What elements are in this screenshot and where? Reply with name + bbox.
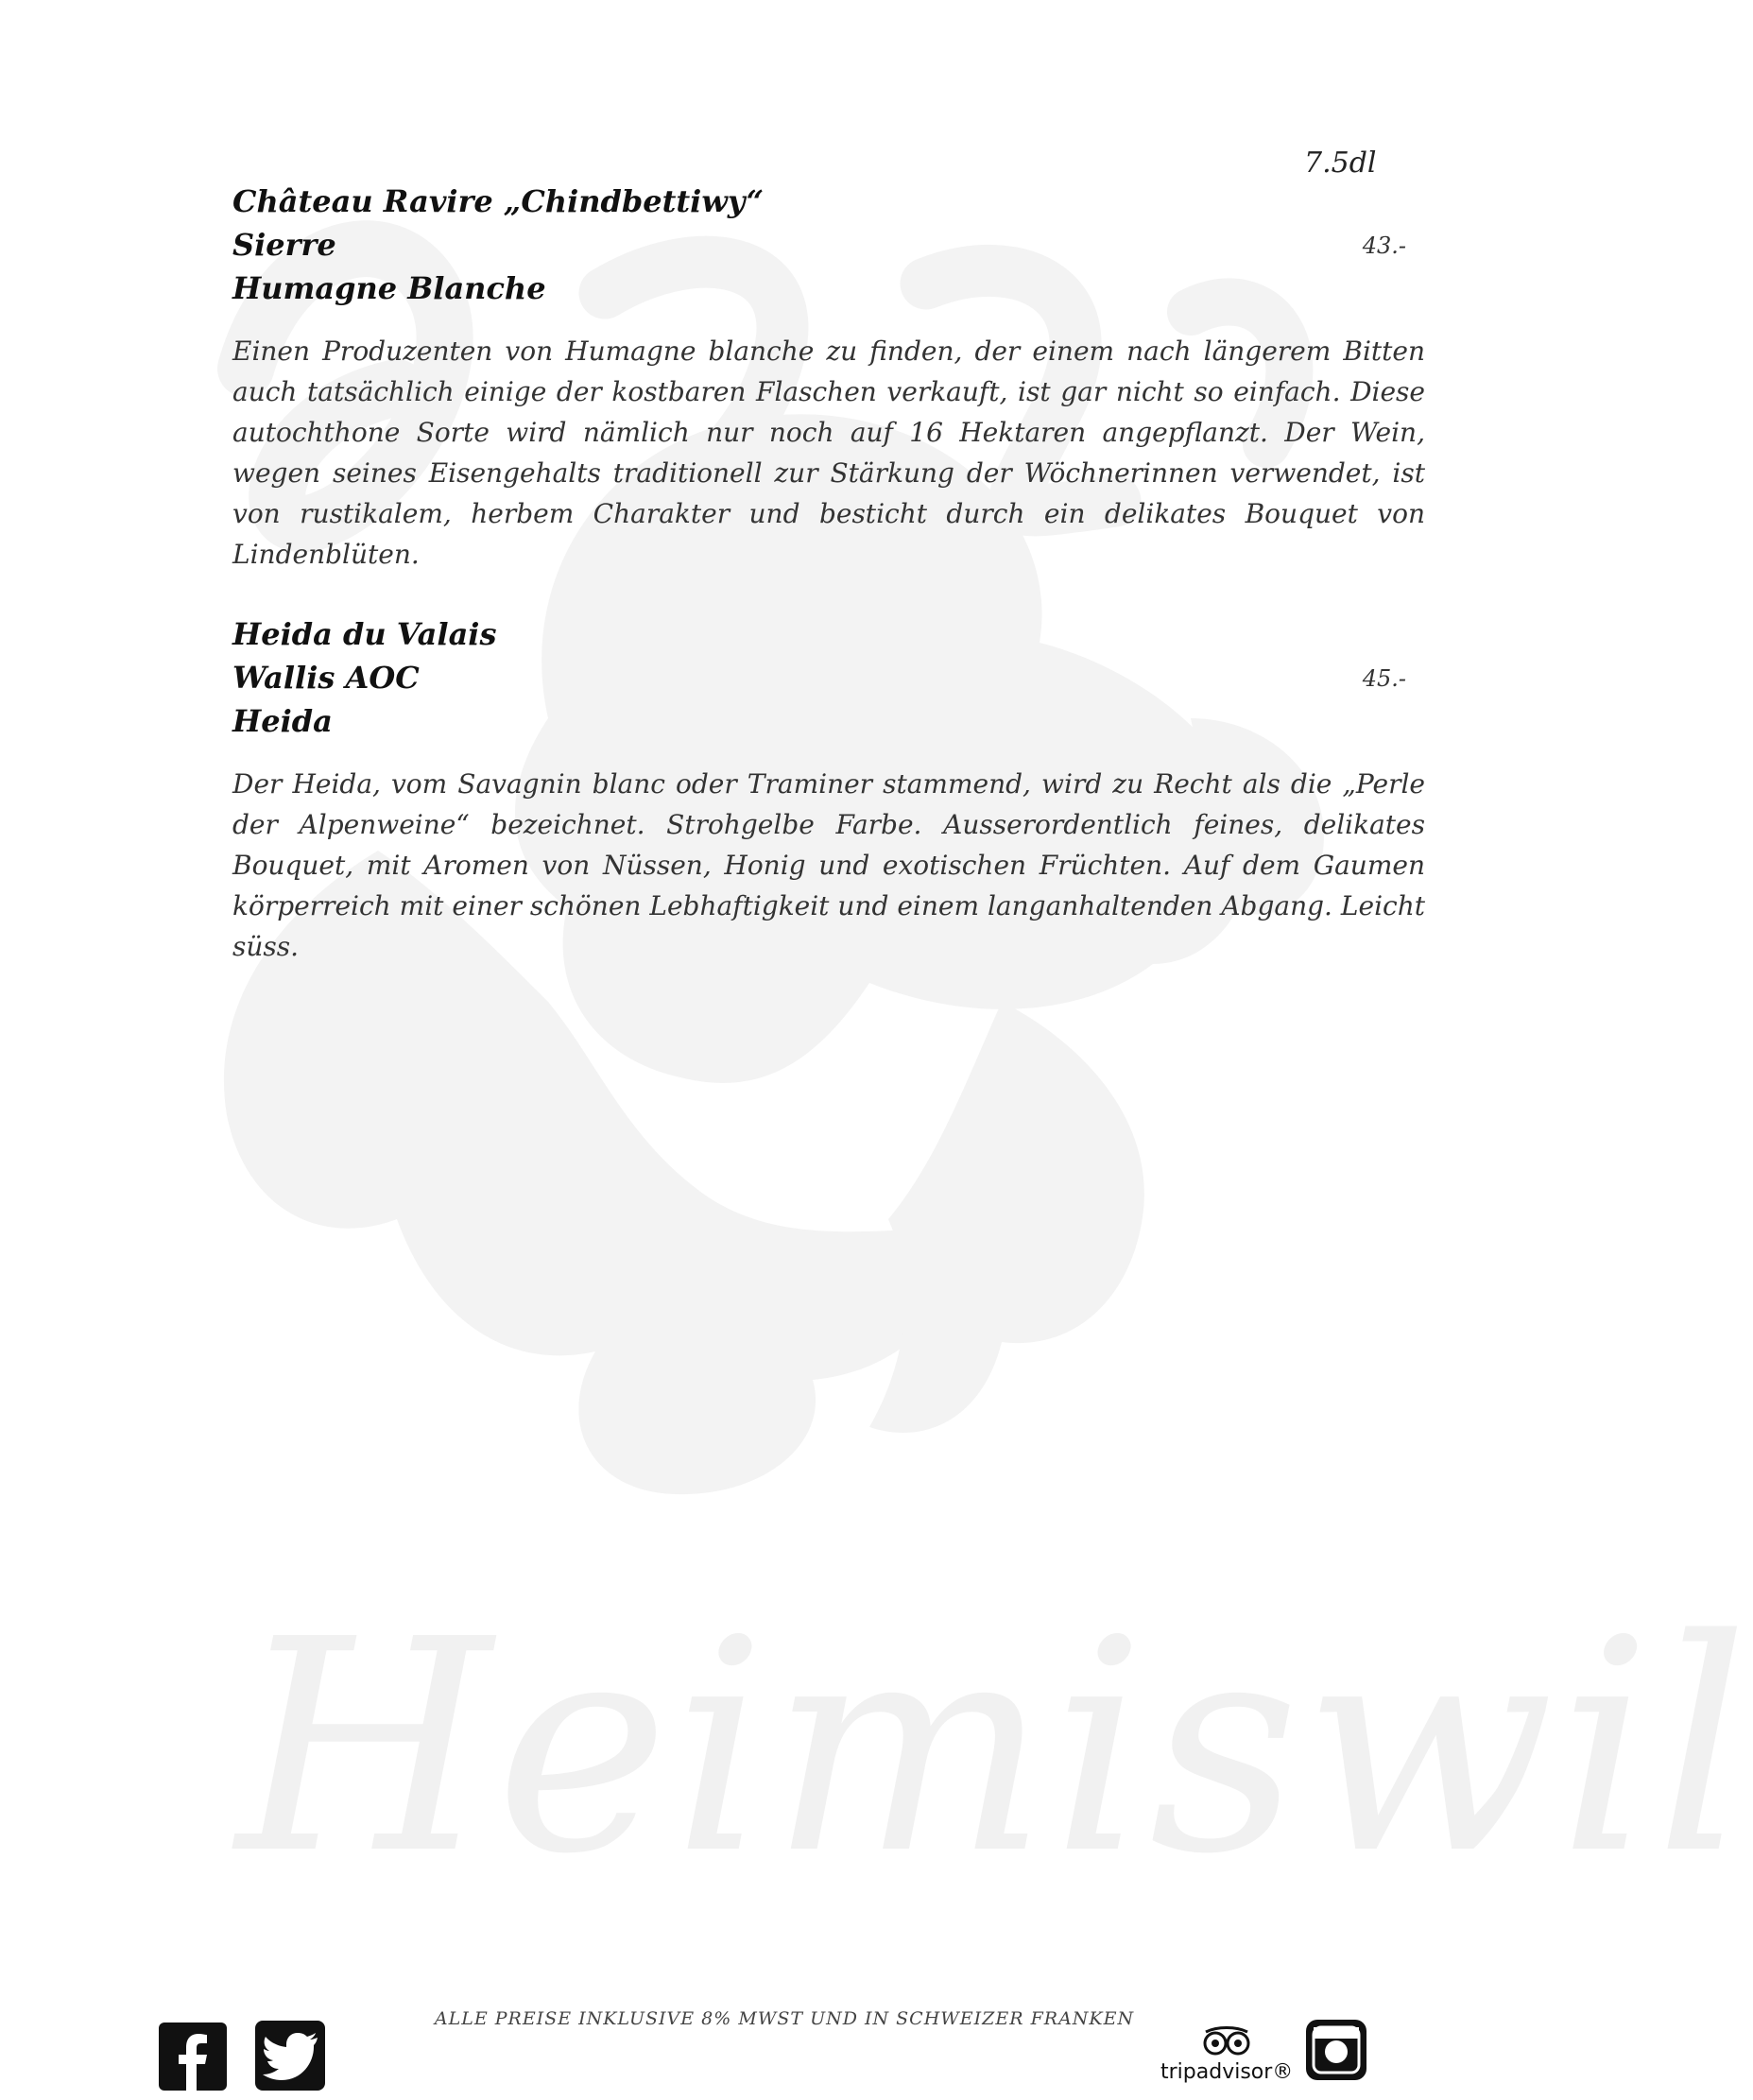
wine-price: 45.- [1362,665,1406,692]
wine-grape: Humagne Blanche [232,270,546,306]
wine-entry [232,180,1423,575]
tripadvisor-icon[interactable] [1160,2024,1294,2084]
wine-region: Wallis AOC [232,660,420,696]
wine-name: Heida du Valais [232,616,497,652]
wine-region: Sierre [232,227,336,263]
wine-description: Einen Produzenten von Humagne blanche zu finden, der einem nach längerem Bitten auch tatsächlich einige der kostbaren Flaschen verkauft, ist gar nicht so einfach. Diese autochthone Sorte wird nämlich nur noch auf 16 Hektaren angepflanzt. Der Wein, wegen seines Eisengehalts traditionell zur Stärkung der Wöchnerinnen verwendet, ist von rustikalem, herbem Charakter und besticht durch ein delikates Bouquet von Lindenblüten. [232,336,1425,570]
wine-price: 43.- [1362,232,1406,259]
twitter-icon[interactable] [255,2021,325,2091]
footer-price-note: ALLE PREISE INKLUSIVE 8% MWST UND IN SCHWEIZER FRANKEN [434,2008,1135,2029]
wine-name: Château Ravire „Chindbettiwy“ [232,183,765,219]
volume-header: 7.5dl [1304,146,1377,180]
wine-description: Der Heida, vom Savagnin blanc oder Traminer stammend, wird zu Recht als die „Perle der Alpenweine“ bezeichnet. Strohgelbe Farbe. Ausserordentlich feines, delikates Bouquet, mit Aromen von Nüssen, Honig und exotischen Früchten. Auf dem Gaumen körperreich mit einer schönen Lebhaftigkeit und einem langanhaltenden Abgang. Leicht süss. [232,768,1425,962]
tripadvisor-label: tripadvisor® [1160,2060,1294,2084]
instagram-icon[interactable] [1306,2020,1366,2080]
wine-entry [232,612,1423,967]
wine-grape: Heida [232,703,333,739]
facebook-icon[interactable] [159,2023,227,2091]
watermark-text: Heimiswil [236,1577,1753,1919]
